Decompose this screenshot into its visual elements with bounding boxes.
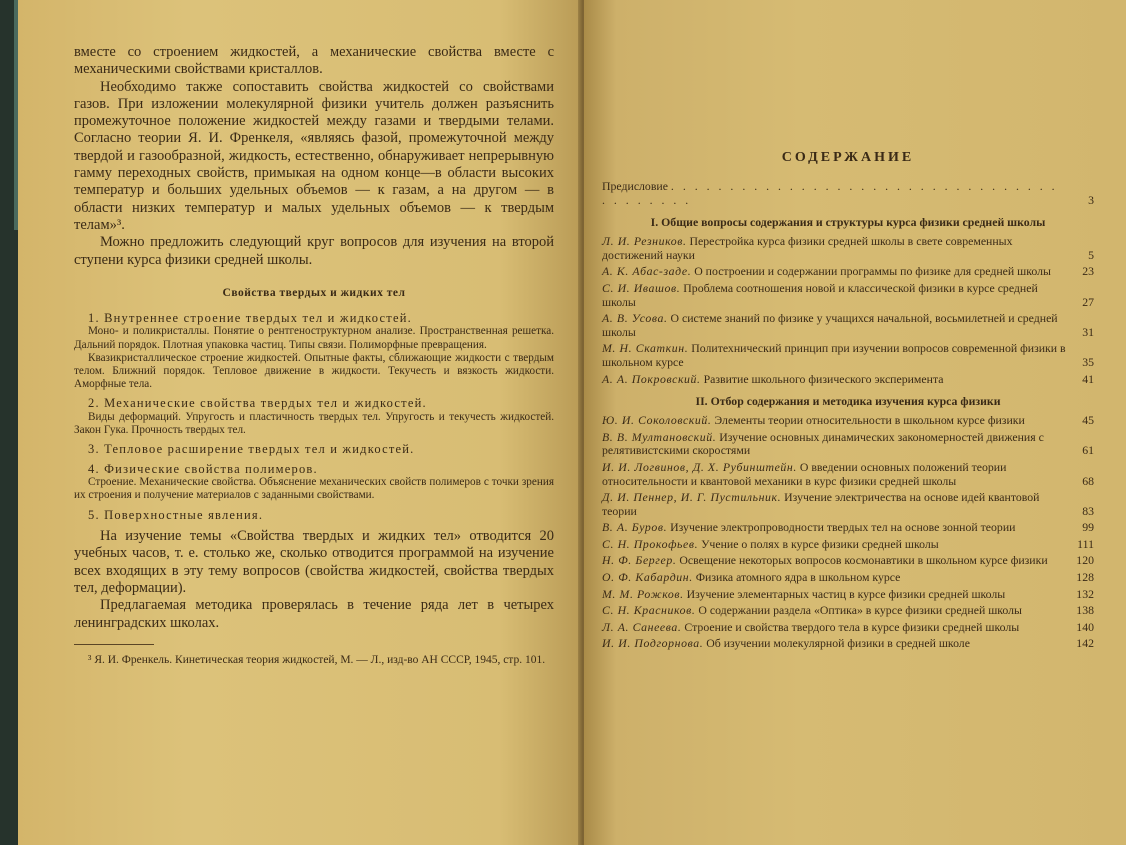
toc-entry-page: 142 [1076, 636, 1094, 651]
toc-entry-page: 31 [1082, 324, 1094, 339]
toc-entry-author: М. Н. Скаткин. [602, 341, 689, 356]
toc-entry-author: Л. А. Санеева. [602, 619, 682, 634]
toc-entry [602, 571, 1094, 585]
toc-entry [602, 521, 1094, 535]
toc-preface-page: 3 [1088, 192, 1094, 207]
section-item-4: 4. Физические свойства полимеров. [88, 461, 318, 476]
section-item-1-text-b: Квазикристаллическое строение жидкостей. Опытные факты, сближающие жидкости с твердым телом. Ближний порядок. Тепловое движение в жидкости. Текучесть и вязкость жидкости. Аморфные тела. [74, 351, 554, 391]
section-item-2: 2. Механические свойства твердых тел и жидкостей. [88, 396, 427, 411]
toc-entry [602, 373, 1094, 387]
toc-entry-title: Проблема соотношения новой и классической физики в курсе средней школы [602, 280, 1038, 309]
section-item-1-text-a: Моно- и поликристаллы. Понятие о рентгеноструктурном анализе. Пространственная решетка. Дальний порядок. Плотная упаковка частиц. Типы связи. Полиморфные превращения. [74, 325, 554, 351]
toc-entry [602, 637, 1094, 651]
toc-entry-page: 41 [1082, 371, 1094, 386]
toc-entry-title: Об изучении молекулярной физики в средней школе [706, 636, 970, 651]
toc-entry-page: 5 [1088, 247, 1094, 262]
paragraph-3: Можно предложить следующий круг вопросов для изучения на второй ступени курса физики средней школы. [74, 234, 554, 268]
paragraph-4: На изучение темы «Свойства твердых и жидких тел» отводится 20 учебных часов, т. е. столько же, сколько отводится программой на изучение всех входящих в эту тему вопросов (свойства жидкостей, свойства твердых тел, деформации). [74, 528, 554, 597]
right-page [584, 0, 1126, 845]
toc-entry-title: Элементы теории относительности в школьном курсе физики [714, 413, 1025, 428]
book-cover-edge [0, 0, 20, 845]
toc-entry-author: Д. И. Пеннер, И. Г. Пустильник. [602, 490, 782, 505]
toc-entry-author: И. И. Подгорнова. [602, 636, 704, 651]
paragraph-1: вместе со строением жидкостей, а механические свойства вместе с механическими свойствами кристаллов. [74, 44, 554, 78]
toc-preface [602, 180, 1094, 207]
toc-entry [602, 621, 1094, 635]
toc-entry-author: Н. Ф. Бергер. [602, 553, 677, 568]
toc-part-2-heading: II. Отбор содержания и методика изучения курса физики [695, 394, 1001, 409]
toc-preface-label: Предисловие [602, 179, 668, 193]
toc-entry-title: Изучение электричества на основе идей квантовой теории [602, 490, 1040, 518]
toc-part-2-list [602, 414, 1094, 651]
toc-entry-title: Изучение основных динамических закономерностей движения с релятивистскими скоростями [602, 429, 1044, 458]
toc-entry [602, 491, 1094, 518]
toc-entry-title: О построении и содержании программы по физике для средней школы [694, 264, 1051, 279]
toc-entry-page: 138 [1076, 603, 1094, 618]
toc-entry-author: В. А. Буров. [602, 520, 668, 535]
toc-entry-page: 111 [1077, 536, 1094, 551]
section-item-1: 1. Внутреннее строение твердых тел и жидкостей. [88, 310, 412, 325]
section-item-2-text: Виды деформаций. Упругость и пластичность твердых тел. Упругость и текучесть жидкостей. Закон Гука. Прочность твердых тел. [74, 410, 554, 437]
toc-entry-author: Ю. И. Соколовский. [602, 413, 712, 428]
toc-entry-page: 45 [1082, 413, 1094, 428]
section-item-4-text: Строение. Механические свойства. Объяснение механических свойств полимеров с точки зрения их строения и получение материалов с заданными свойствами. [74, 476, 554, 502]
footnote-rule [74, 644, 154, 645]
toc-entry-title: Освещение некоторых вопросов космонавтики в школьном курсе физики [679, 553, 1048, 568]
toc-entry-title: Строение и свойства твердого тела в курсе физики средней школы [684, 619, 1020, 634]
toc-entry-author: А. В. Усова. [602, 311, 668, 326]
toc-entry-author: С. Н. Красников. [602, 603, 696, 618]
paragraph-2: Необходимо также сопоставить свойства жидкостей со свойствами газов. При изложении молекулярной физики учитель должен разъяснить промежуточное положение жидкостей между газами и твердыми телами. Согласно теории Я. И. Френкеля, «являясь фазой, промежуточной между твердой и газообразной, жидкость, естественно, обнаруживает непрерывную гамму переходных свойств, примыкая на одном конце—в области высоких температур и больших удельных объемов — к газам, а на другом — в области низких температур и малых удельных объемов — к твердым телам»³. [74, 78, 554, 233]
toc-entry-page: 61 [1082, 443, 1094, 458]
toc-entry [602, 342, 1094, 369]
toc-entry-title: Перестройка курса физики средней школы в свете современных достижений науки [602, 234, 1013, 262]
toc-entry [602, 235, 1094, 262]
toc-entry [602, 461, 1094, 488]
toc-entry-title: Развитие школьного физического эксперимента [703, 371, 944, 386]
toc-entry [602, 265, 1094, 279]
toc-entry-author: С. Н. Прокофьев. [602, 536, 699, 551]
toc-entry [602, 312, 1094, 339]
toc-entry-page: 23 [1082, 264, 1094, 279]
toc-entry-author: И. И. Логвинов, Д. Х. Рубинштейн. [602, 459, 797, 474]
toc-entry-author: В. В. Мултановский. [602, 429, 717, 444]
toc-entry-page: 128 [1076, 570, 1094, 585]
toc-entry-author: А. А. Покровский. [602, 371, 701, 386]
toc-entry-title: О системе знаний по физике у учащихся начальной, восьмилетней и средней школы [602, 311, 1058, 339]
toc-entry-page: 132 [1076, 586, 1094, 601]
toc-part-1-heading: I. Общие вопросы содержания и структуры курса физики средней школы [650, 215, 1046, 230]
toc-entry-page: 68 [1082, 473, 1094, 488]
toc-entry-author: О. Ф. Кабардин. [602, 570, 693, 585]
toc-entry-title: Учение о полях в курсе физики средней школы [701, 536, 939, 551]
toc-part-1-list [602, 235, 1094, 386]
paragraph-5: Предлагаемая методика проверялась в течение ряда лет в четырех ленинградских школах. [74, 597, 554, 631]
toc-entry-title: О введении основных положений теории относительности и квантовой механики в курс физики средней школы [602, 459, 1007, 488]
section-title: Свойства твердых и жидких тел [222, 286, 406, 299]
section-item-5: 5. Поверхностные явления. [88, 507, 264, 522]
toc-entry [602, 554, 1094, 568]
toc-entry-title: Изучение электропроводности твердых тел на основе зонной теории [670, 520, 1016, 535]
toc-entry-author: С. И. Ивашов. [602, 280, 681, 295]
toc-entry [602, 604, 1094, 618]
toc-entry [602, 431, 1094, 458]
toc-entry-page: 120 [1076, 553, 1094, 568]
toc-title: СОДЕРЖАНИЕ [781, 150, 915, 165]
toc-entry-page: 99 [1082, 520, 1094, 535]
toc-entry-author: Л. И. Резников. [602, 234, 687, 249]
toc-entry-page: 83 [1082, 503, 1094, 518]
toc-entry [602, 538, 1094, 552]
toc-entry [602, 282, 1094, 309]
toc-entry [602, 588, 1094, 602]
section-item-3: 3. Тепловое расширение твердых тел и жидкостей. [88, 442, 415, 457]
toc-entry-page: 27 [1082, 294, 1094, 309]
toc-leader-dots: . . . . . . . . . . . . . . . . . . . . . . . . . . . . . . . . . . . . . . . . . [602, 179, 1058, 207]
toc-entry-title: Физика атомного ядра в школьном курсе [695, 570, 901, 585]
toc-entry-title: Изучение элементарных частиц в курсе физики средней школы [686, 586, 1006, 601]
toc-entry-author: А. К. Абас-заде. [602, 264, 692, 279]
toc-entry-author: М. М. Рожков. [602, 586, 684, 601]
toc-entry [602, 414, 1094, 428]
footnote: ³ Я. И. Френкель. Кинетическая теория жидкостей, М. — Л., изд-во АН СССР, 1945, стр. 101. [88, 653, 546, 666]
left-page [18, 0, 584, 845]
toc-entry-page: 140 [1076, 619, 1094, 634]
toc-entry-page: 35 [1082, 354, 1094, 369]
toc-entry-title: Политехнический принцип при изучении вопросов современной физики в школьном курсе [602, 341, 1066, 369]
toc-entry-title: О содержании раздела «Оптика» в курсе физики средней школы [698, 603, 1022, 618]
